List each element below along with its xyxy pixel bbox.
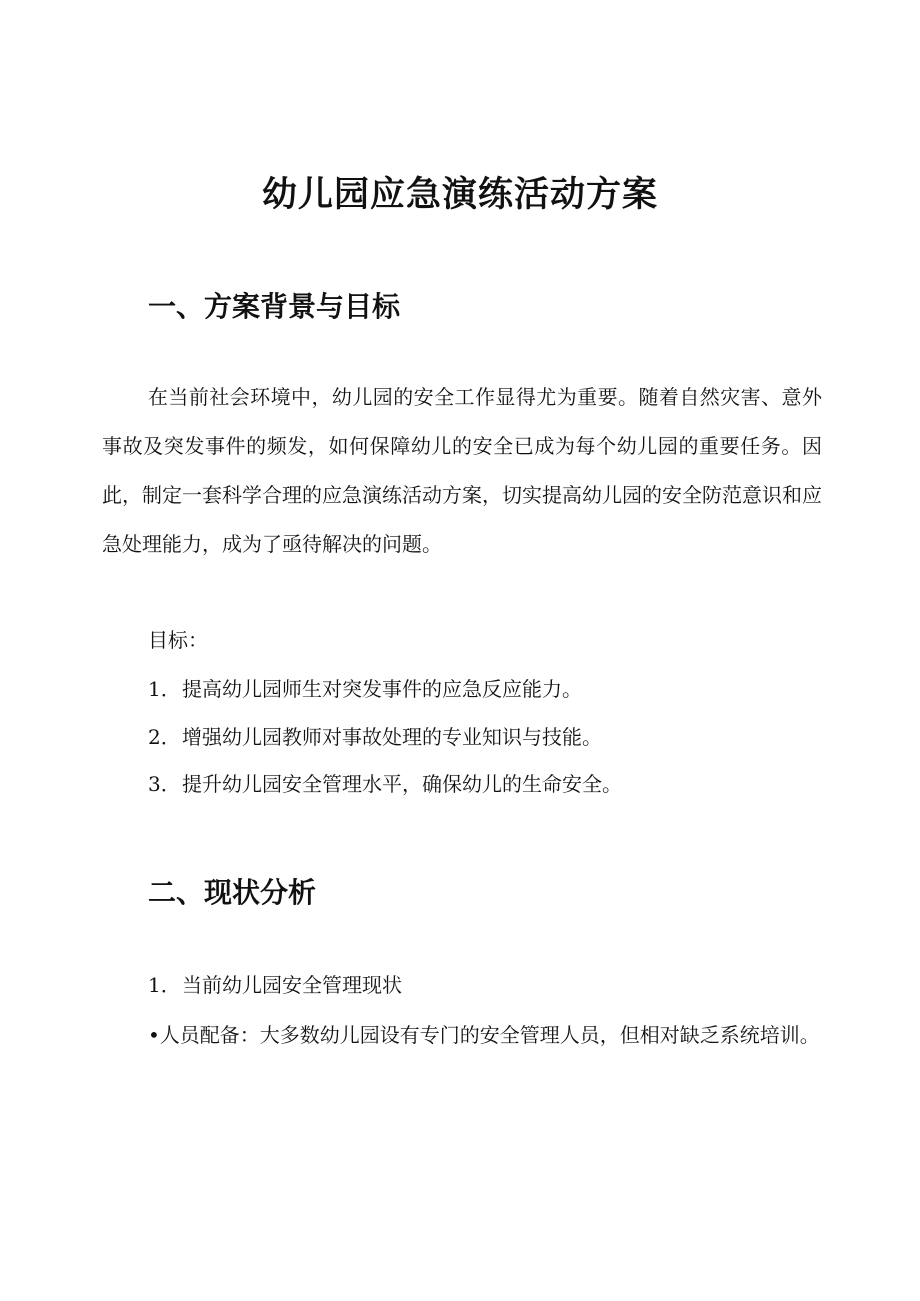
goal-text: 提升幼儿园安全管理水平，确保幼儿的生命安全。 — [182, 772, 622, 796]
document-title: 幼儿园应急演练活动方案 — [261, 175, 658, 215]
background-paragraph: 在当前社会环境中，幼儿园的安全工作显得尤为重要。随着自然灾害、意外事故及突发事件的频发，如何保障幼儿的安全已成为每个幼儿园的重要任务。因此，制定一套科学合理的应急演练活动方案，切实提高幼儿园的安全防范意识和应急处理能力，成为了亟待解决的问题。 — [102, 385, 822, 556]
goal-item-2 — [148, 722, 602, 752]
section-heading-background-goals: 一、方案背景与目标 — [148, 290, 401, 323]
subsection-text: 当前幼儿园安全管理现状 — [182, 973, 402, 997]
goal-text: 增强幼儿园教师对事故处理的专业知识与技能。 — [182, 725, 602, 749]
goal-item-3 — [148, 769, 622, 799]
section-heading-status-analysis: 二、现状分析 — [148, 876, 317, 909]
bullet-paragraph-staffing: •人员配备：大多数幼儿园设有专门的安全管理人员，但相对缺乏系统培训。 — [148, 1023, 820, 1047]
goal-text: 提高幼儿园师生对突发事件的应急反应能力。 — [182, 677, 582, 701]
subsection-heading — [148, 970, 402, 1000]
goal-item-1 — [148, 674, 582, 704]
goal-number: 3． — [148, 772, 181, 796]
subsection-number: 1． — [148, 973, 181, 997]
goal-number: 1． — [148, 677, 181, 701]
goal-number: 2． — [148, 725, 181, 749]
goals-label: 目标： — [148, 628, 208, 652]
